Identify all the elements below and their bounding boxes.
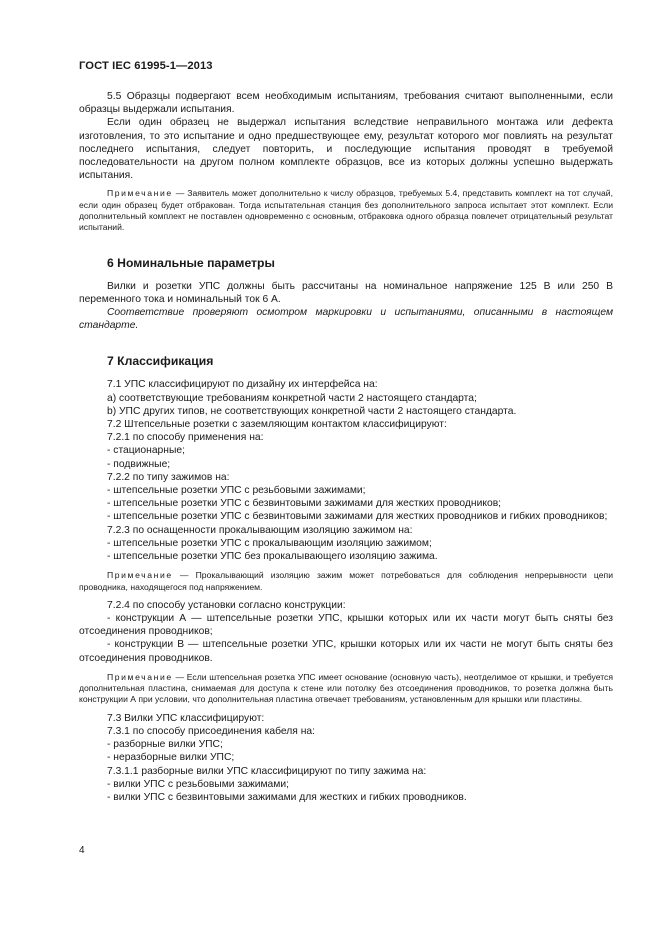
- list-item: - стационарные;: [107, 445, 185, 457]
- section-6-title: 6 Номинальные параметры: [107, 255, 275, 270]
- note-label: Примечание: [107, 570, 173, 581]
- note-text: — Прокалывающий изоляцию зажим может потребоваться для соблюдения непрерывности цепи проводника, находящегося под напряжением.: [79, 570, 613, 592]
- note-label: Примечание: [107, 188, 173, 199]
- clause-5-5: 5.5 Образцы подвергают всем необходимым испытаниям, требования считают выполненными, если образцы выдержали испытания.: [79, 91, 613, 116]
- list-item: a) соответствующие требованиям конкретной части 2 настоящего стандарта;: [107, 392, 477, 404]
- list-item: 7.3.1.1 разборные вилки УПС классифицируют по типу зажима на:: [107, 765, 427, 777]
- clause-5-5-paragraph: Если один образец не выдержал испытания вследствие неправильного монтажа или дефекта изготовления, то это испытание и одно предшествующее ему, результат которого мог повлиять на результат последнего испытания, следует повторить, и последующие испытания проводят в требуемой последовательности на другом полном комплекте образцов, все из которых должны успешно выдержать испытания.: [79, 117, 613, 182]
- note-7-2-4: [79, 672, 613, 706]
- classification-list-2: [79, 599, 613, 665]
- list-item: - неразборные вилки УПС;: [107, 752, 235, 764]
- list-item: 7.2.1 по способу применения на:: [107, 432, 264, 444]
- classification-list-1: [79, 378, 613, 563]
- list-item: - вилки УПС с безвинтовыми зажимами для жестких и гибких проводников.: [107, 791, 467, 803]
- page-number: 4: [79, 845, 85, 856]
- list-item: - штепсельные розетки УПС с резьбовыми зажимами;: [107, 485, 366, 497]
- list-item: - штепсельные розетки УПС с безвинтовыми зажимами для жестких проводников;: [107, 498, 502, 510]
- list-item: - штепсельные розетки УПС с прокалывающим изоляцию зажимом;: [107, 537, 432, 549]
- section-6-paragraph: Вилки и розетки УПС должны быть рассчитаны на номинальное напряжение 125 В или 250 В переменного тока и номинальный ток 6 А.: [79, 280, 613, 305]
- list-item: - штепсельные розетки УПС с безвинтовыми зажимами для жестких проводников и гибких проводников;: [107, 511, 608, 523]
- classification-list-3: [79, 712, 613, 804]
- list-item: - подвижные;: [107, 458, 171, 470]
- section-7-title: 7 Классификация: [107, 354, 214, 369]
- list-item: b) УПС других типов, не соответствующих конкретной части 2 настоящего стандарта.: [107, 405, 517, 417]
- standard-header: ГОСТ IEC 61995-1—2013: [79, 60, 213, 72]
- list-item: 7.1 УПС классифицируют по дизайну их интерфейса на:: [107, 379, 378, 391]
- section-6-compliance: Соответствие проверяют осмотром маркировки и испытаниями, описанными в настоящем стандарте.: [79, 307, 613, 332]
- list-item: - конструкции А — штепсельные розетки УПС, крышки которых или их части могут быть сняты без отсоединения проводников;: [79, 613, 613, 638]
- list-item: - штепсельные розетки УПС без прокалывающего изоляцию зажима.: [107, 551, 438, 563]
- list-item: 7.2.2 по типу зажимов на:: [107, 471, 230, 483]
- note-7-2-3: [79, 570, 613, 593]
- note-text: — Если штепсельная розетка УПС имеет основание (основную часть), неотделимое от крышки, и требуется дополнительная пластина, снимаемая для доступа к стене или потолку без отсоединения проводников, то розетка должна быть конструкции А при условии, что дополнительная пластина отвечает требованиям, установленным для крышки или пластины.: [79, 671, 613, 705]
- list-item: 7.2.4 по способу установки согласно конструкции:: [107, 599, 346, 611]
- list-item: 7.2.3 по оснащенности прокалывающим изоляцию зажимом на:: [107, 524, 413, 536]
- list-item: - конструкции В — штепсельные розетки УПС, крышки которых или их части не могут быть сняты без отсоединения проводников.: [79, 639, 613, 664]
- list-item: - вилки УПС с резьбовыми зажимами;: [107, 778, 289, 790]
- note-label: Примечание: [107, 671, 173, 682]
- note-5-5: [79, 188, 613, 233]
- list-item: 7.3 Вилки УПС классифицируют:: [107, 712, 265, 724]
- list-item: - разборные вилки УПС;: [107, 739, 223, 751]
- page-content: [79, 90, 613, 804]
- note-text: — Заявитель может дополнительно к числу образцов, требуемых 5.4, представить комплект на тот случай, если один образец будет отбракован. Тогда испытательная станция без дополнительного запроса испытает этот комплект. Если дополнительный комплект не поставлен одновременно с основным, отбраковка одного образца повлечет отрицательный результат испытаний.: [79, 188, 613, 233]
- list-item: 7.2 Штепсельные розетки с заземляющим контактом классифицируют:: [107, 419, 447, 431]
- list-item: 7.3.1 по способу присоединения кабеля на:: [107, 725, 315, 737]
